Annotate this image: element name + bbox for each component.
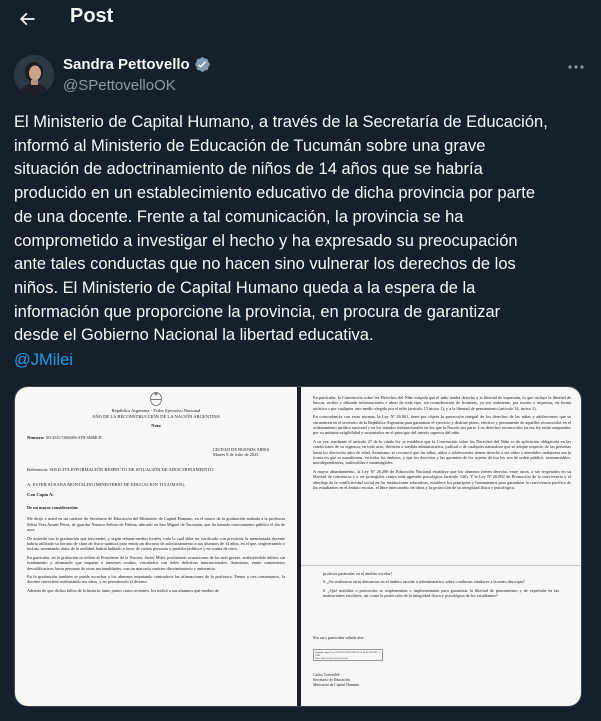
tweet-text: El Ministerio de Capital Humano, a través de la Secretaría de Educación, informó al Ministerio de Educación de Tucumán sobre una grave situación de adoctrinamiento de niños de 14 años que se habría producido en un establecimiento educativo de dicha provincia por parte de una docente. Frente a tal comunicación, la provincia se ha comprometido a investigar el hecho y ha expresado su preocupación ante tales conductas que no hacen sino vulnerar los derechos de los niños. El Ministerio de Capital Humano queda a la espera de la información que proporcione la provincia, en procura de garantizar desde el Gobierno Nacional la libertad educativa. [14, 113, 548, 345]
document-paragraph: De acuerdo con la graduación que trascendió, y según relatan medios locales, todo lo cual debe ser verificado con precisión, la mencionada docente habría utilizado su horario de clase de físico-química para emitir un discurso de adoctrinamiento a sus alumnos de 14 años, en el que, tergiversando o incluso inventando datos de la realidad, habría hablado a favor de ciertas personas y partidos políticos y en contra de otros. [27, 535, 285, 552]
document-greeting: De mi mayor consideración: [27, 505, 79, 510]
document-paragraph: En la graduación también se puede escuchar a los alumnos intentando contradecir las afirmaciones de la profesora. Frente a tres comentarios, la docente interviene reafirmando sus ideas, y no permitiendo el disenso. [27, 574, 285, 585]
avatar-photo [14, 55, 54, 95]
page-divider [301, 565, 582, 566]
document-header: República Argentina - Poder Ejecutivo Nacional AÑO DE LA RECONSTRUCCIÓN DE LA NACIÓN ARGENTINA [92, 408, 220, 419]
document-paragraph: A mayor abundamiento, la Ley Nº 26.206 de Educación Nacional establece que los alumnos tienen derecho, entre otros, a ser respetados en su libertad de conciencia y a ser protegidos contra toda agresión psicológica (artículo 126). Y la Ley Nº 26.892 de Promoción de la convivencia y el abordaje de la conflictividad social en las instituciones educativas, establece los principios y lineamientos para garantizar la convivencia pacífica de los estudiantes en el ámbito escolar, el libre intercambio de ideas y la protección de su integridad física y psicológica. [313, 468, 571, 491]
back-button[interactable] [14, 6, 40, 32]
more-horizontal-icon [567, 64, 585, 70]
page-title: Post [70, 5, 114, 27]
document-location-date [213, 447, 269, 458]
document-paragraph: En particular, en la grabación se refiere al Presidente de la Nación, Javier Milei, profiriendo acusaciones de las más graves, atribuyéndole delitos sin fundamento y afirmando que imputan a intereses ocultos, vinculados con redes delictivas internacionales. Asimismo, emite comentarios descalificativos hacia personas de otras nacionalidades, con un marcado carácter discriminatorio y antisemita. [27, 554, 285, 571]
digital-signature-stamp [313, 649, 383, 661]
more-options-button[interactable] [563, 57, 589, 77]
document-questions [323, 571, 559, 602]
document-question-text: ¿Qué medidas o protocolos se implementan o implementarán para garantizar la libertad de pensamiento y de expresión en las instituciones escolares, así como la protección de la integridad física y psicológica de los estudiantes? [323, 587, 560, 599]
document-paragraph: Me dirijo a usted en mi carácter de Secretario de Educación del Ministerio de Capital Humano, en el marco de la graduación ambada a la profesora Silvia Vera Amate Pérez, de guardar Nuestra Señora de Fátima, ubicado en San Miguel de Tucumán, que ha tomado conocimiento público el día de ayer. [27, 516, 285, 533]
signer-name: Carlos Torrendell [313, 673, 340, 677]
tweet-author [14, 55, 589, 99]
document-image-page-1[interactable] [15, 387, 297, 707]
document-paragraph: En concordancia con estas normas, la Ley Nº 26.061, tiene por objeto la protección integral de los derechos de las niñas y adolescentes que se encuentren en el territorio de la República Argentina para garantizar el ejercicio y disfrute pleno, efectivo y permanente de aquellos reconocidos en el ordenamiento jurídico nacional y en los tratados internacionales en los que la Nación sea parte. Los derechos reconocidos en esa ley están asegurados por su máxima exigibilidad y sustentados en el principio del interés superior del niño. [313, 414, 571, 436]
document-signer [313, 673, 433, 690]
document-date: Martes 8 de Julio de 2025 [213, 452, 259, 458]
document-number-value: NO-2025-73069406-APN-SE#MCH [45, 436, 102, 440]
arrow-left-icon [17, 9, 37, 29]
tweet-media[interactable] [14, 386, 582, 707]
author-name[interactable]: Sandra Pettovello [63, 56, 190, 73]
document-closing [313, 635, 433, 643]
document-paragraph: Además de que dichos fallos de la historia, tanto juntos como recientes, los indicó a sus alumnos qué medios de [27, 587, 220, 593]
document-question: 6. ¿Qué medidas o protocolos se implementan o implementarán para garantizar la libertad de pensamiento y de expresión en las instituciones escolares, así como la protección de la integridad física y psicológica de los estudiantes? [323, 587, 560, 599]
argentina-coat-of-arms-icon [149, 391, 163, 407]
signer-title: Secretario de Educación [313, 677, 350, 682]
signer-org: Ministerio de Capital Humano [313, 682, 360, 687]
document-body [27, 505, 285, 596]
document-number-label: Número: [27, 435, 45, 440]
author-handle[interactable]: @SPettovelloOK [63, 77, 176, 94]
document-copy: Con Copia A: [27, 492, 54, 497]
document-paragraph: En particular, la Convención sobre los Derechos del Niño estipula que el niño tendrá derecho a la libertad de expresión, lo que incluye la libertad de buscar, recibir y difundir informaciones e ideas de toda tipo, sin consideración de fronteras, ya sea oralmente, por escrito o impresas, en forma artística o por cualquier otro medio elegido por el niño (artículo 13 inciso 1), y a la libertad de pensamiento (artículo 14, inciso 1). [313, 395, 571, 411]
mention-link[interactable]: @JMilei [14, 351, 73, 369]
digital-signature-text: Digitally signed by GESTION DOCUMENTAL ELECTRONICA - GDE Date: 2025.07.08 12:33:26 -03:00 [315, 651, 381, 660]
top-bar [0, 0, 601, 38]
document-city: CIUDAD DE BUENOS AIRES [213, 447, 270, 452]
document-reference: Referencia: SOLICITA INFORMACIÓN RESPECTO DE SITUACIÓN DE ADOCTRINAMIENTO [27, 467, 214, 472]
document-closing-text: Sin otro particular saluda atte. [313, 635, 365, 640]
avatar[interactable] [14, 55, 54, 95]
document-question: 5. ¿Se realizaron otras denuncias en el ámbito escolar o administrativo sobre conductas similares a la antes descripta? [323, 579, 525, 585]
document-body [313, 395, 571, 494]
document-type: Nota [151, 423, 161, 428]
verified-badge-icon [194, 56, 211, 73]
document-image-page-2[interactable] [301, 387, 582, 707]
document-question-intro: profesor particular en el ámbito escolar? [323, 571, 393, 576]
document-recipient: A: ESTER SUSANA MONTALDO (MINISTERIO DE EDUCACION TUCUMAN), [27, 482, 185, 487]
document-paragraph: A su vez, mediante el artículo 27 de la citada ley se establece que la Convención sobre los Derechos del Niño es de aplicación obligatoria en las condiciones de su vigencia, en todo acto, decisión o medida administrativa, judicial o de cualquier naturaleza que se adopte respecto de las personas hasta los dieciocho años de edad. Asimismo, se reconoce que las niñas, niños o adolescentes tienen derecho a ser oídos y atendidos cualquiera sea la forma en que se manifiesten, en todos los ámbitos, y que los derechos y las garantías de los sujetos de esa ley son de orden público, irrenunciables, interdependientes, indivisibles e intransigibles. [313, 438, 571, 466]
document-number [27, 435, 102, 440]
document-question-text: ¿Se realizaron otras denuncias en el ámbito escolar o administrativo sobre conductas similares a la antes descripta? [327, 579, 525, 585]
